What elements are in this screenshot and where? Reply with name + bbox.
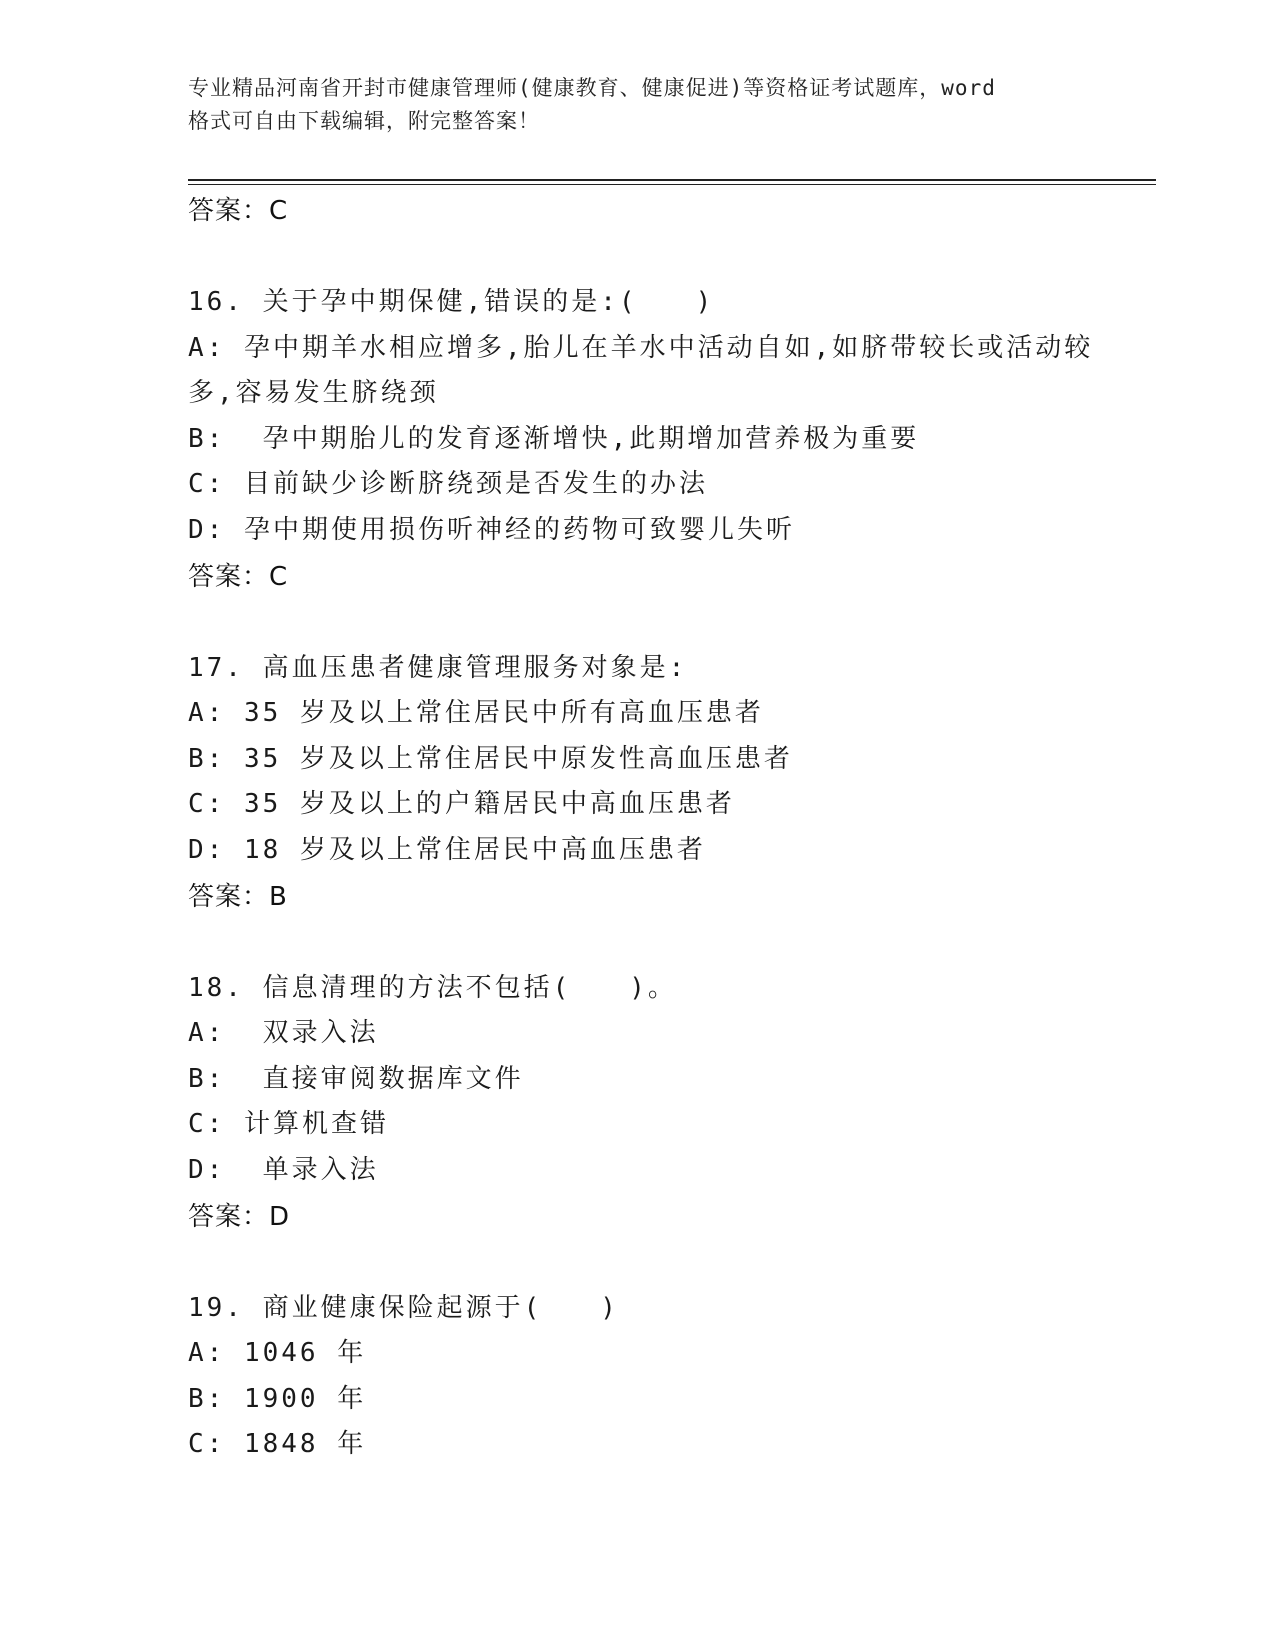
question-stem: 19. 商业健康保险起源于( ): [188, 1292, 619, 1323]
document-body: [188, 188, 1156, 1468]
header-rule-thin: [188, 184, 1156, 185]
answer-line: 答案：C: [188, 561, 289, 592]
option-a: A: 双录入法: [188, 1018, 379, 1049]
option-a: A: 孕中期羊水相应增多,胎儿在羊水中活动自如,如脐带较长或活动较: [188, 332, 1094, 363]
question-17: [188, 646, 1156, 920]
answer-line: 答案：B: [188, 881, 288, 912]
option-a-continued: 多,容易发生脐绕颈: [188, 378, 439, 409]
option-c: C: 目前缺少诊断脐绕颈是否发生的办法: [188, 469, 708, 500]
question-stem: 16. 关于孕中期保健,错误的是:( ): [188, 287, 715, 317]
question-stem: 18. 信息清理的方法不包括( )。: [188, 972, 677, 1003]
spacer: [188, 920, 1156, 966]
answer-line: 答案：C: [188, 196, 289, 226]
option-b: B: 孕中期胎儿的发育逐渐增快,此期增加营养极为重要: [188, 423, 920, 454]
option-b: B: 1900 年: [188, 1383, 367, 1414]
option-d: D: 单录入法: [188, 1154, 379, 1185]
option-c: C: 1848 年: [188, 1429, 367, 1460]
spacer: [188, 234, 1156, 280]
header-line-1: 专业精品河南省开封市健康管理师(健康教育、健康促进)等资格证考试题库，word: [188, 76, 996, 100]
option-b: B: 35 岁及以上常住居民中原发性高血压患者: [188, 743, 793, 774]
question-19: [188, 1286, 1156, 1468]
option-d: D: 孕中期使用损伤听神经的药物可致婴儿失听: [188, 514, 795, 545]
option-c: C: 35 岁及以上的户籍居民中高血压患者: [188, 789, 735, 820]
spacer: [188, 1240, 1156, 1286]
option-d: D: 18 岁及以上常住居民中高血压患者: [188, 834, 706, 865]
question-stem: 17. 高血压患者健康管理服务对象是:: [188, 652, 688, 683]
header-line-2: 格式可自由下载编辑，附完整答案！: [188, 109, 540, 133]
option-a: A: 1046 年: [188, 1338, 367, 1369]
answer-line: 答案：D: [188, 1201, 291, 1232]
option-a: A: 35 岁及以上常住居民中所有高血压患者: [188, 698, 764, 729]
document-header: [188, 72, 1088, 138]
question-16: [188, 280, 1156, 600]
spacer: [188, 600, 1156, 646]
question-18: [188, 966, 1156, 1240]
header-rule-thick: [188, 179, 1156, 181]
option-c: C: 计算机查错: [188, 1109, 389, 1140]
option-b: B: 直接审阅数据库文件: [188, 1063, 524, 1094]
